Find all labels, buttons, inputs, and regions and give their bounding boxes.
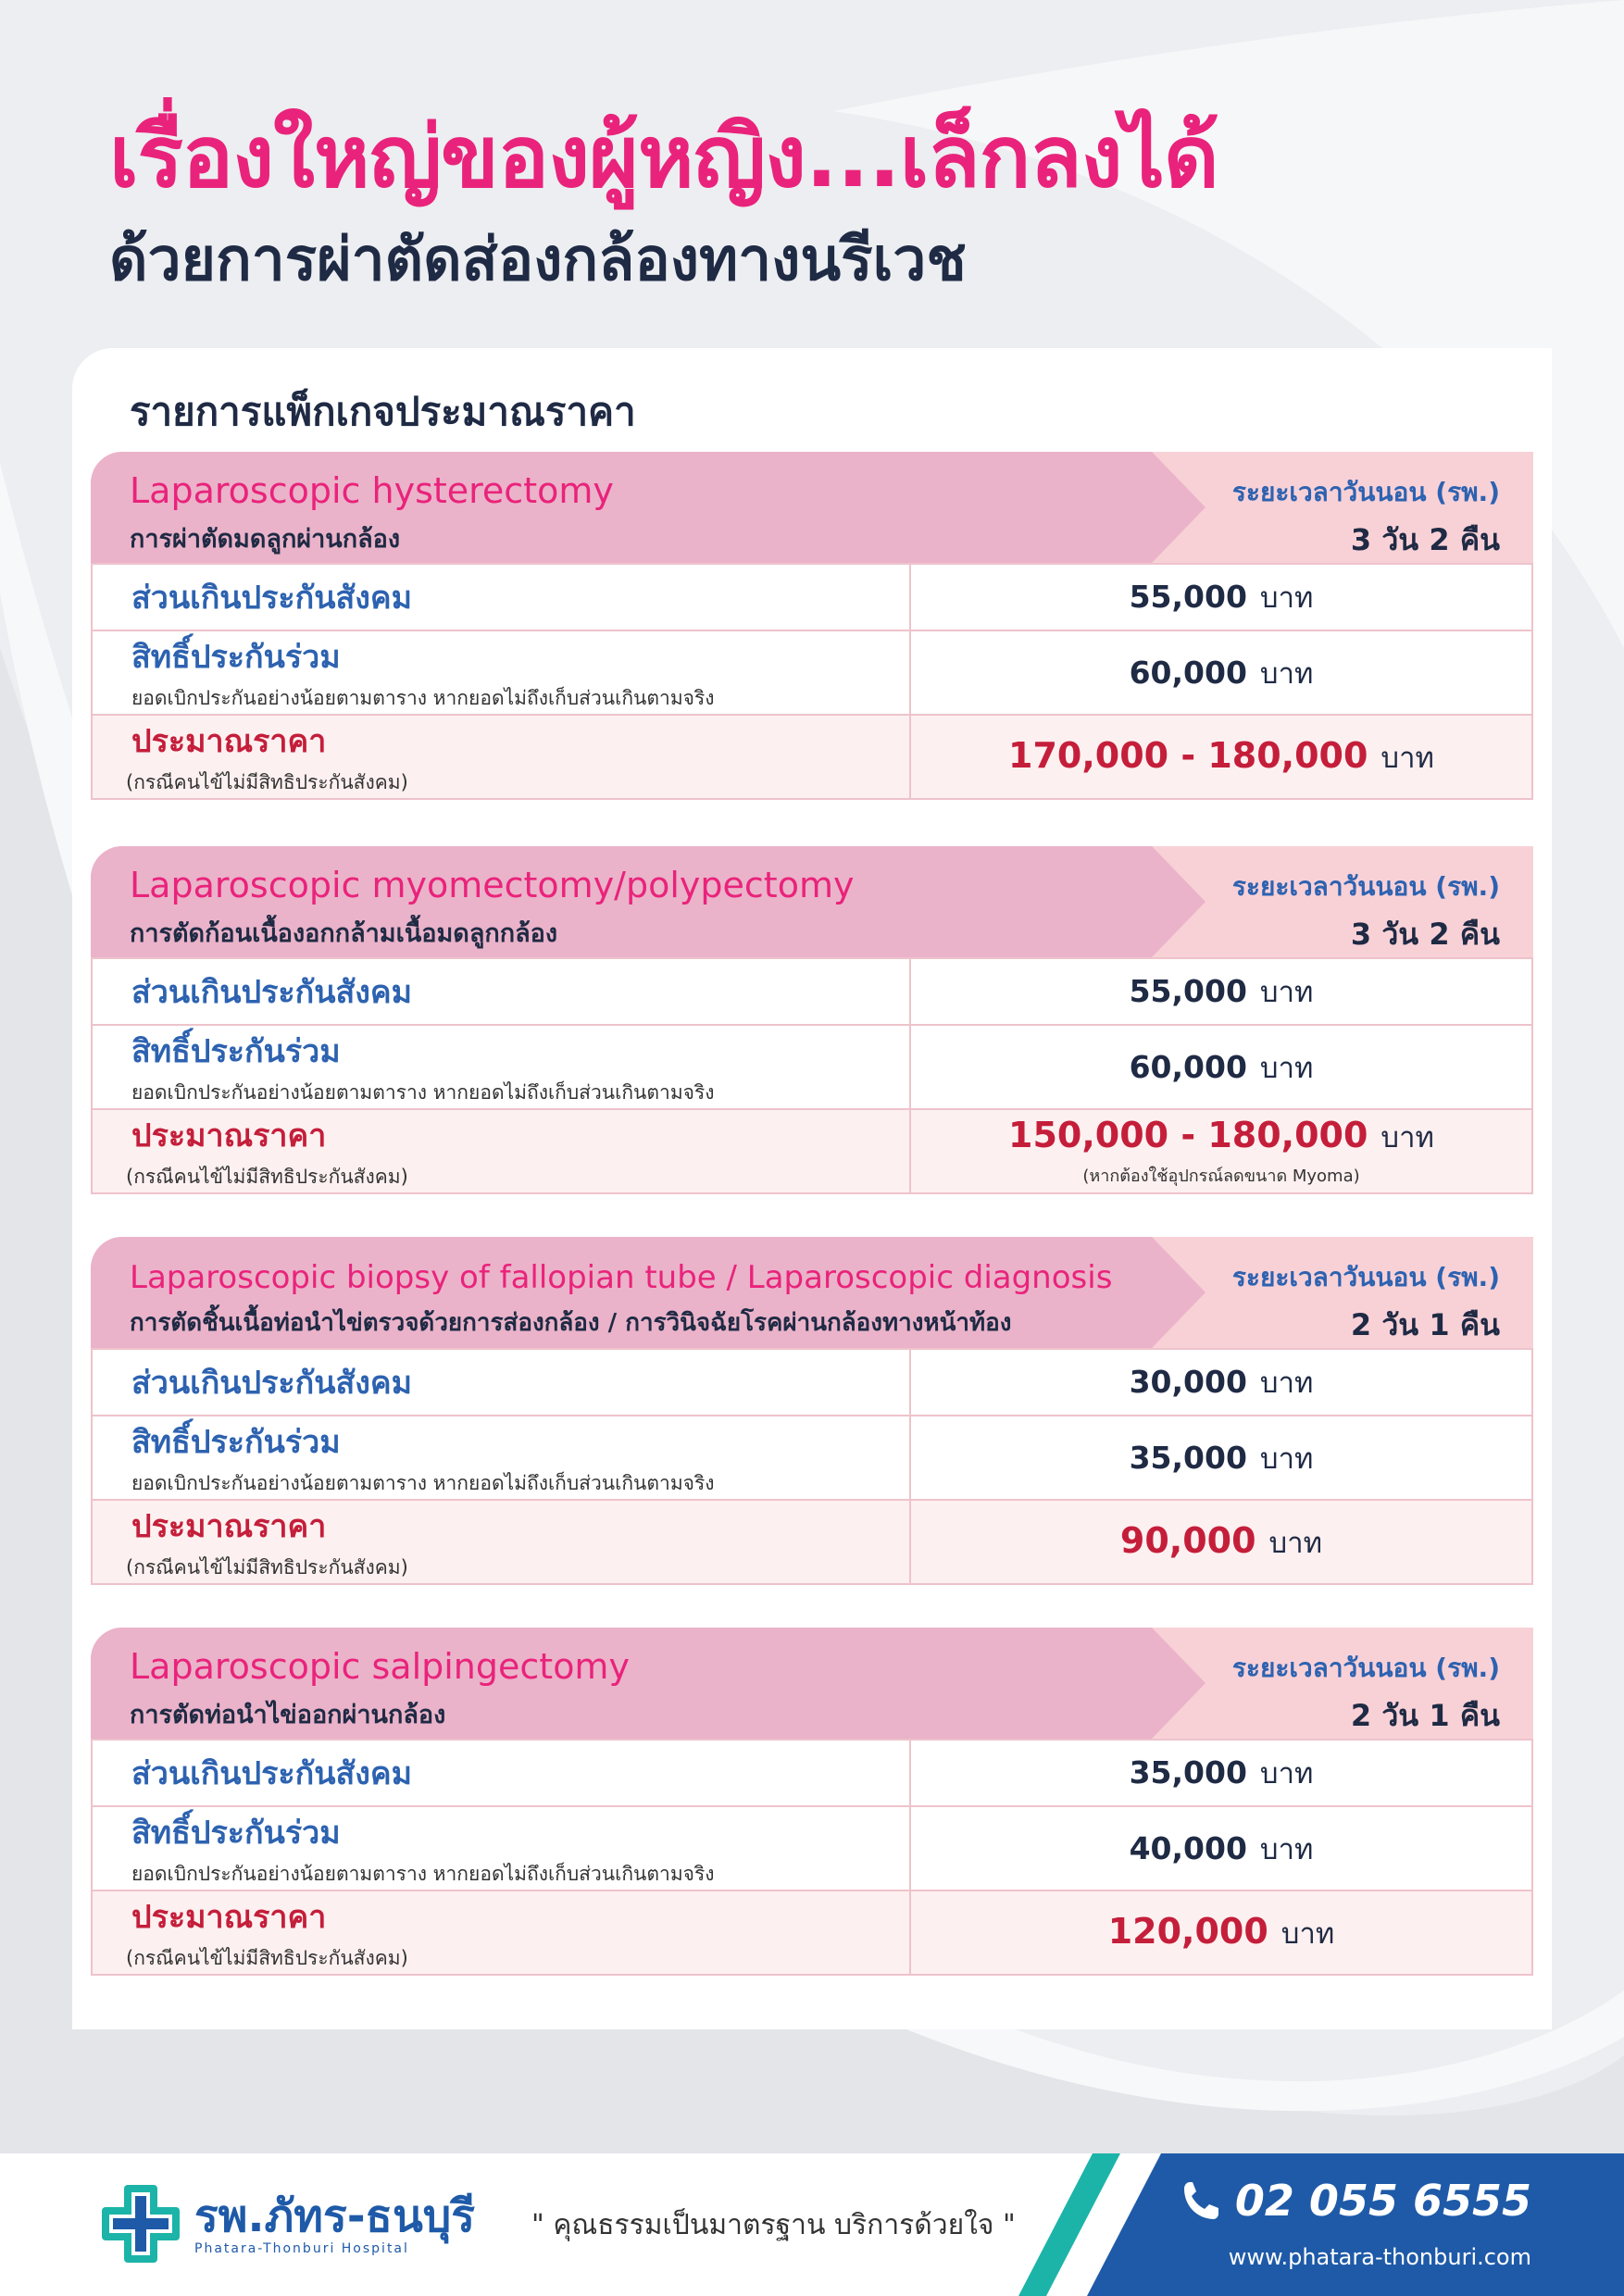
table-row [92,1890,1532,1975]
phone-number: 02 055 6555 [1234,2176,1531,2226]
table-row [92,1500,1532,1584]
hospital-logo[interactable] [96,2179,475,2268]
estimate-label: ประมาณราคา [131,1508,327,1545]
package-name: Laparoscopic hysterectomy [130,470,614,511]
estimate-note: (กรณีคนไข้ไม่มีสิทธิประกันสังคม) [126,1947,408,1969]
price-table [91,957,1533,1194]
stay-label: ระยะเวลาวันนอน (รพ.) [1231,477,1500,507]
package-name-th: การผ่าตัดมดลูกผ่านกล้อง [130,525,401,554]
logo-name-en: Phatara-Thonburi Hospital [194,2241,409,2256]
unit-label: บาท [1380,741,1434,775]
co-insurance-note: ยอดเบิกประกันอย่างน้อยตามตาราง หากยอดไม่ถึงเก็บส่วนเกินตามจริง [131,1081,715,1104]
headline-title: เรื่องใหญ่ของผู้หญิง...เล็กลงได้ [109,107,1218,206]
social-security-label: ส่วนเกินประกันสังคม [131,1365,412,1402]
social-security-label: ส่วนเกินประกันสังคม [131,580,412,617]
co-insurance-note: ยอดเบิกประกันอย่างน้อยตามตาราง หากยอดไม่ถึงเก็บส่วนเกินตามจริง [131,1863,715,1885]
package-name: Laparoscopic myomectomy/polypectomy [130,865,855,905]
estimate-note: (กรณีคนไข้ไม่มีสิทธิประกันสังคม) [126,1556,408,1578]
stay-label: ระยะเวลาวันนอน (รพ.) [1231,1653,1500,1683]
social-security-price: 30,000 [1129,1364,1247,1400]
headline-subtitle: ด้วยการผ่าตัดส่องกล้องทางนรีเวช [109,226,967,294]
table-row [92,1349,1532,1416]
co-insurance-price: 60,000 [1129,654,1247,691]
package-header [91,1628,1533,1739]
estimate-price: 90,000 [1119,1519,1256,1561]
social-security-price: 55,000 [1129,973,1247,1009]
footer [0,2153,1624,2296]
estimate-note: (กรณีคนไข้ไม่มีสิทธิประกันสังคม) [126,771,408,793]
unit-label: บาท [1259,1832,1314,1866]
social-security-label: ส่วนเกินประกันสังคม [131,1755,412,1792]
price-table [91,563,1533,800]
table-row [92,1416,1532,1500]
co-insurance-label: สิทธิ์ประกันร่วม [131,639,341,676]
stay-value: 3 วัน 2 คืน [1350,522,1500,557]
stay-info [1232,1648,1500,1739]
unit-label: บาท [1259,976,1314,1009]
unit-label: บาท [1380,1121,1434,1154]
unit-label: บาท [1259,1051,1314,1085]
table-row [92,715,1532,799]
package-block [91,1237,1533,1585]
co-insurance-label: สิทธิ์ประกันร่วม [131,1033,341,1070]
co-insurance-price: 40,000 [1129,1829,1247,1866]
unit-label: บาท [1259,1366,1314,1400]
estimate-label: ประมาณราคา [131,1117,327,1154]
co-insurance-label: สิทธิ์ประกันร่วม [131,1815,341,1852]
package-block [91,452,1533,800]
phone-icon [1181,2179,1220,2222]
social-security-price: 55,000 [1129,579,1247,615]
co-insurance-label: สิทธิ์ประกันร่วม [131,1424,341,1461]
estimate-label: ประมาณราคา [131,723,327,760]
table-row [92,630,1532,715]
price-table [91,1348,1533,1585]
stay-value: 2 วัน 1 คืน [1350,1698,1500,1733]
package-header [91,1237,1533,1348]
table-row [92,1806,1532,1890]
co-insurance-price: 60,000 [1129,1048,1247,1085]
social-security-price: 35,000 [1129,1754,1247,1791]
table-row [92,1025,1532,1109]
co-insurance-note: ยอดเบิกประกันอย่างน้อยตามตาราง หากยอดไม่ถึงเก็บส่วนเกินตามจริง [131,687,715,709]
unit-label: บาท [1259,1441,1314,1476]
social-security-label: ส่วนเกินประกันสังคม [131,974,412,1011]
package-header [91,846,1533,957]
package-name-th: การตัดชิ้นเนื้อท่อนำไข่ตรวจด้วยการส่องกล้อง / การวินิจฉัยโรคผ่านกล้องทางหน้าท้อง [130,1309,1012,1337]
headline [109,102,1218,302]
estimate-price: 170,000 - 180,000 [1008,734,1368,776]
package-card [72,348,1552,2029]
unit-label: บาท [1259,656,1314,691]
estimate-note: (กรณีคนไข้ไม่มีสิทธิประกันสังคม) [126,1166,408,1188]
estimate-price: 150,000 - 180,000 [1008,1115,1368,1155]
price-table [91,1739,1533,1976]
estimate-label: ประมาณราคา [131,1899,327,1936]
package-header [91,452,1533,563]
unit-label: บาท [1259,581,1314,615]
unit-label: บาท [1268,1526,1323,1560]
package-block [91,1628,1533,1976]
stay-info [1232,1257,1500,1348]
package-name: Laparoscopic biopsy of fallopian tube / Laparoscopic diagnosis [130,1259,1113,1296]
phone-contact[interactable] [1181,2176,1531,2226]
package-name-th: การตัดท่อนำไข่ออกผ่านกล้อง [130,1701,446,1729]
stay-value: 2 วัน 1 คืน [1350,1307,1500,1342]
estimate-price-note: (หากต้องใช้อุปกรณ์ลดขนาด Myoma) [1082,1167,1360,1186]
package-name-th: การตัดก้อนเนื้องอกกล้ามเนื้อมดลูกกล้อง [130,919,558,948]
medical-cross-icon [96,2179,185,2268]
estimate-price: 120,000 [1107,1910,1268,1952]
stay-value: 3 วัน 2 คืน [1350,917,1500,952]
unit-label: บาท [1280,1916,1335,1951]
co-insurance-price: 35,000 [1129,1439,1247,1476]
logo-name-th: รพ.ภัทร-ธนบุรี [194,2190,475,2242]
stay-label: ระยะเวลาวันนอน (รพ.) [1231,1262,1500,1292]
package-name: Laparoscopic salpingectomy [130,1646,630,1687]
co-insurance-note: ยอดเบิกประกันอย่างน้อยตามตาราง หากยอดไม่ถึงเก็บส่วนเกินตามจริง [131,1472,715,1494]
table-row [92,564,1532,630]
unit-label: บาท [1259,1757,1314,1791]
card-title: รายการแพ็กเกจประมาณราคา [130,389,636,434]
stay-info [1232,472,1500,563]
slogan: " คุณธรรมเป็นมาตรฐาน บริการด้วยใจ " [531,2209,1016,2241]
package-block [91,846,1533,1194]
stay-info [1232,867,1500,957]
table-row [92,958,1532,1025]
website-link[interactable]: www.phatara-thonburi.com [1228,2244,1531,2270]
table-row [92,1740,1532,1806]
stay-label: ระยะเวลาวันนอน (รพ.) [1231,871,1500,902]
table-row [92,1109,1532,1193]
